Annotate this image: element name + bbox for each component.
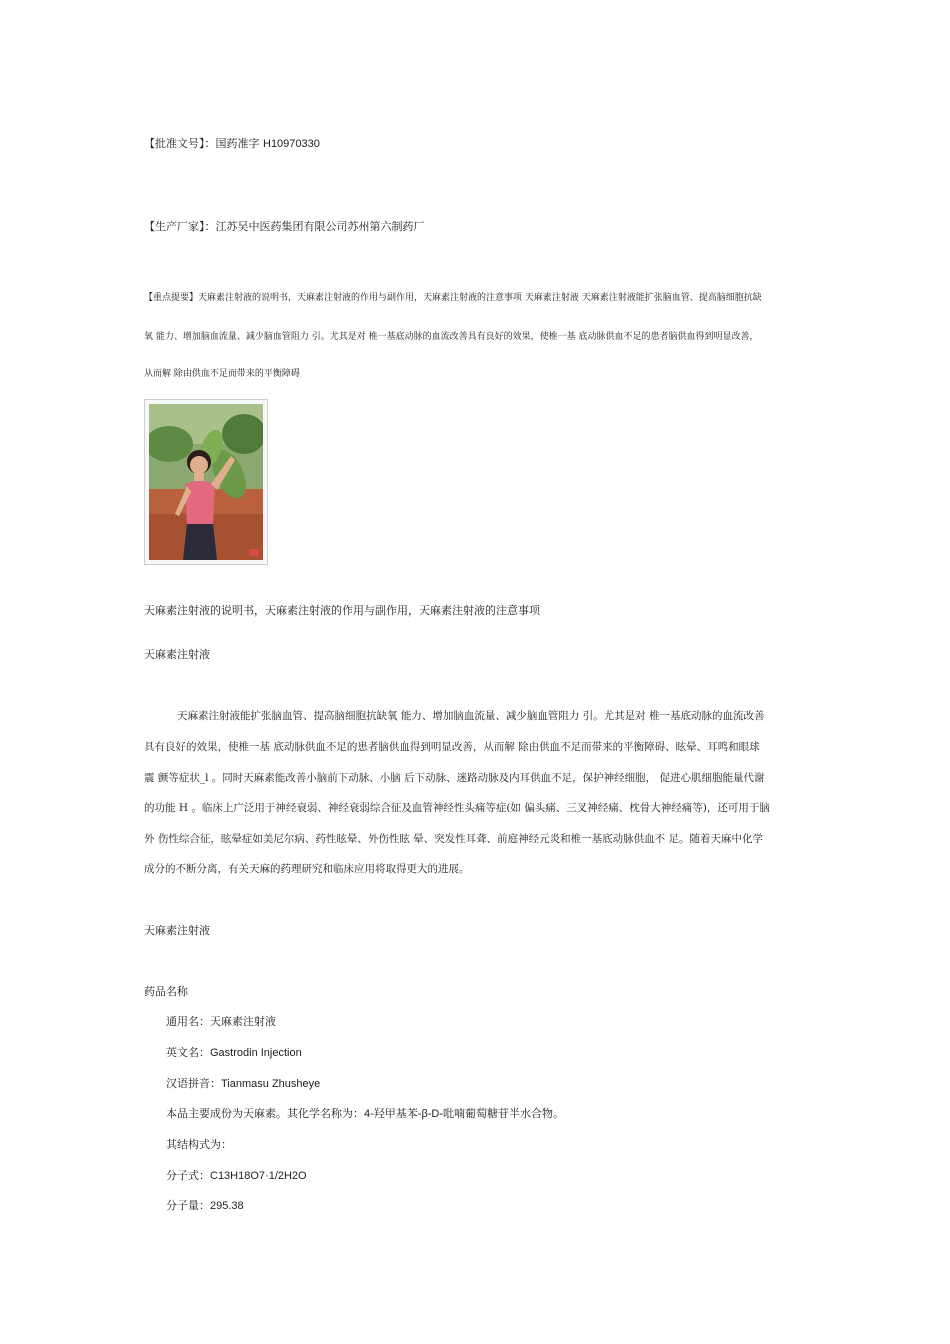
approval-separator: ： <box>204 137 216 150</box>
paragraph-line-4: 的功能 H 。临床上广泛用于神经衰弱、神经衰弱综合征及血管神经性头痛等症(如 偏头痛、三叉神经痛、枕骨大神经痛等)，还可用于脑 <box>144 802 770 814</box>
molecular-weight-line <box>166 1199 244 1213</box>
article-headline: 天麻素注射液的说明书，天麻素注射液的作用与副作用，天麻素注射液的注意事项 <box>144 604 540 617</box>
english-name-value: Gastrodin Injection <box>210 1047 302 1059</box>
paragraph-line-3: 震 颤等症状_l 。同时天麻素能改善小脑前下动脉、小脑 后下动脉、迷路动脉及内耳供血不足，保护神经细胞， 促进心肌细胞能量代谢 <box>144 772 765 784</box>
manufacturer-label: 【生产厂家】 <box>144 220 205 233</box>
formula-value: C13H18O7·1/2H2O <box>210 1170 307 1182</box>
paragraph-line-2: 具有良好的效果，使椎一基 底动脉供血不足的患者脑供血得到明显改善，从而解 除由供血不足而带来的平衡障碍、眩晕、耳鸣和眼球 <box>144 741 760 753</box>
manufacturer-line <box>144 220 425 234</box>
paragraph-line-5: 外 伤性综合征，眩晕症如美尼尔病、药性眩晕、外伤性眩 晕、突发性耳聋、前庭神经元炎和椎一基底动脉供血不 足。随着天麻中化学 <box>144 833 764 845</box>
generic-name-label: 通用名： <box>166 1015 210 1028</box>
summary-text-2: 氧 能力、增加脑血流量、减少脑血管阻力 引。尤其是对 椎一基底动脉的血流改善具有良好的效果，使椎一基 底动脉供血不足的患者脑供血得到明显改善， <box>144 332 759 342</box>
english-name-label: 英文名： <box>166 1046 210 1059</box>
formula-line <box>166 1169 307 1183</box>
pinyin-value: Tianmasu Zhusheye <box>221 1078 321 1090</box>
summary-line-1 <box>144 291 762 305</box>
composition-line <box>166 1107 564 1121</box>
structure-line: 其结构式为： <box>166 1138 232 1151</box>
pinyin-line <box>166 1077 320 1091</box>
manufacturer-separator: ： <box>204 220 216 233</box>
photo-illustration <box>149 404 263 560</box>
paragraph-line-1: 天麻素注射液能扩张脑血管、提高脑细胞抗缺氧 能力、增加脑血流量、减少脑血管阻力 引。尤其是对 椎一基底动脉的血流改善 <box>177 710 765 722</box>
section-title-1: 天麻素注射液 <box>144 648 210 661</box>
generic-name-line <box>166 1015 276 1029</box>
composition-chemical: 4-羟甲基苯-β-D-吡喃葡萄糖苷半水合物。 <box>364 1108 565 1120</box>
english-name-line <box>166 1046 302 1060</box>
summary-label: 【重点提要】 <box>144 293 199 303</box>
summary-text-3: 从而解 除由供血不足而带来的平衡障碍 <box>144 369 300 379</box>
manufacturer-value: 江苏吴中医药集团有限公司苏州第六制药厂 <box>215 220 425 233</box>
section-title-2: 天麻素注射液 <box>144 924 210 937</box>
generic-name-value: 天麻素注射液 <box>210 1015 276 1028</box>
summary-line-3 <box>144 367 300 381</box>
paragraph-line-6: 成分的不断分离，有关天麻的药理研究和临床应用将取得更大的进展。 <box>144 863 470 875</box>
composition-prefix: 本品主要成份为天麻素。其化学名称为： <box>166 1107 364 1120</box>
molecular-weight-value: 295.38 <box>210 1200 244 1212</box>
approval-label: 【批准文号】 <box>144 137 205 150</box>
drug-name-heading: 药品名称 <box>144 985 188 998</box>
approval-code: H10970330 <box>263 138 320 150</box>
pinyin-label: 汉语拼音： <box>166 1077 221 1090</box>
formula-label: 分子式： <box>166 1169 210 1182</box>
molecular-weight-label: 分子量： <box>166 1199 210 1212</box>
approval-number-line <box>144 137 320 151</box>
summary-line-2 <box>144 330 758 344</box>
approval-value-prefix: 国药准字 <box>215 137 263 150</box>
article-photo <box>144 399 268 565</box>
summary-text-1: 天麻素注射液的说明书，天麻素注射液的作用与副作用，天麻素注射液的注意事项 天麻素注射液 天麻素注射液能扩张脑血管、提高脑细胞抗缺 <box>198 293 762 303</box>
